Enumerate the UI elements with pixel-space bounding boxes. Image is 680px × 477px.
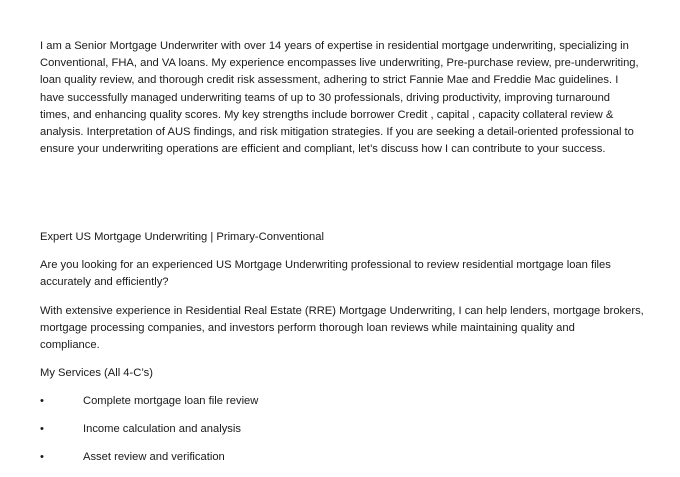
intro-line: times, and enhancing quality scores. My key strengths include borrower Credit , capital , capacity collateral review & bbox=[40, 108, 614, 121]
experience-line: mortgage processing companies, and investors perform thorough loan reviews while maintaining quality and bbox=[40, 322, 575, 335]
section-heading: Expert US Mortgage Underwriting | Primary-Conventional bbox=[40, 231, 324, 243]
intro-line: I am a Senior Mortgage Underwriter with over 14 years of expertise in residential mortgage underwriting, specializing in bbox=[40, 40, 629, 52]
experience-line: With extensive experience in Residential Real Estate (RRE) Mortgage Underwriting, I can help lenders, mortgage brokers, bbox=[40, 305, 644, 317]
intro-line: have successfully managed underwriting teams of up to 30 professionals, driving productivity, improving turnaround bbox=[40, 91, 611, 104]
experience-line: compliance. bbox=[40, 339, 100, 352]
bullet-icon: • bbox=[40, 451, 44, 463]
intro-line: loan quality review, and thorough credit risk assessment, adhering to strict Fannie Mae and Freddie Mac guidelines. I bbox=[40, 74, 619, 87]
intro-paragraph bbox=[40, 38, 646, 158]
question-line: Are you looking for an experienced US Mortgage Underwriting professional to review residential mortgage loan files bbox=[40, 259, 611, 271]
bullet-icon: • bbox=[40, 423, 44, 435]
question-line: accurately and efficiently? bbox=[40, 276, 169, 289]
service-item-label: Complete mortgage loan file review bbox=[83, 395, 259, 407]
services-title: My Services (All 4-C’s) bbox=[40, 367, 153, 379]
experience-paragraph bbox=[40, 303, 646, 355]
question-paragraph bbox=[40, 257, 640, 291]
intro-line: analysis. Interpretation of AUS findings, and risk mitigation strategies. If you are seeking a detail-oriented professional to bbox=[40, 126, 634, 139]
service-item-label: Income calculation and analysis bbox=[83, 423, 241, 435]
bullet-icon: • bbox=[40, 395, 44, 407]
document-page bbox=[40, 38, 646, 463]
intro-line: Conventional, FHA, and VA loans. My experience encompasses live underwriting, Pre-purchase review, pre-underwriting, bbox=[40, 57, 639, 70]
service-item-label: Asset review and verification bbox=[83, 451, 225, 463]
intro-line: ensure your underwriting operations are efficient and compliant, let’s discuss how I can contribute to your success. bbox=[40, 143, 606, 156]
